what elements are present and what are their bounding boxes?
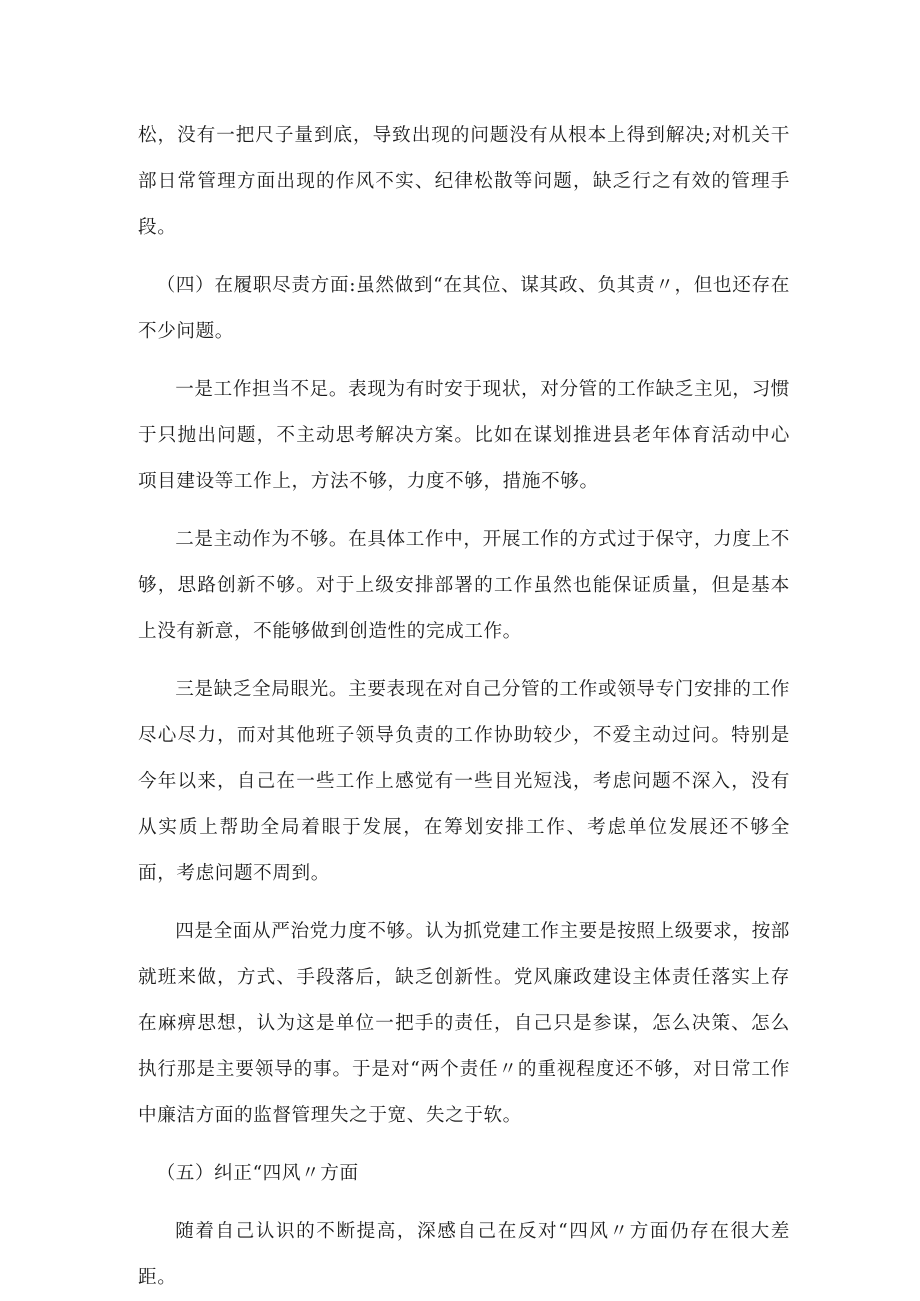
paragraph-responsibility: 一是工作担当不足。表现为有时安于现状，对分管的工作缺乏主见，习惯于只抛出问题，不主动思考解决方案。比如在谋划推进县老年体育活动中心项目建设等工作上，方法不够，力度不够，措施不够。 bbox=[138, 379, 790, 492]
paragraph-overall-view: 三是缺乏全局眼光。主要表现在对自己分管的工作或领导专门安排的工作尽心尽力，而对其他班子领导负责的工作协助较少，不爱主动过问。特别是今年以来，自己在一些工作上感觉有一些目光短浅，考虑问题不深入，没有从实质上帮助全局着眼于发展，在筹划安排工作、考虑单位发展还不够全面，考虑问题不周到。 bbox=[138, 679, 790, 884]
section-heading-duty: （四）在履职尽责方面:虽然做到“在其位、谋其政、负其责〃，但也还存在不少问题。 bbox=[138, 275, 790, 342]
paragraph-management-issues: 松，没有一把尺子量到底，导致出现的问题没有从根本上得到解决;对机关干部日常管理方面出现的作风不实、纪律松散等问题，缺乏行之有效的管理手段。 bbox=[138, 125, 790, 238]
paragraph-initiative: 二是主动作为不够。在具体工作中，开展工作的方式过于保守，力度上不够，思路创新不够。对于上级安排部署的工作虽然也能保证质量，但是基本上没有新意，不能够做到创造性的完成工作。 bbox=[138, 529, 790, 642]
document-body bbox=[138, 113, 790, 1301]
section-heading-four-winds: （五）纠正“四风〃方面 bbox=[156, 1163, 359, 1184]
paragraph-four-winds-gap: 随着自己认识的不断提高，深感自己在反对“四风〃方面仍存在很大差距。 bbox=[138, 1221, 790, 1288]
paragraph-party-discipline: 四是全面从严治党力度不够。认为抓党建工作主要是按照上级要求，按部就班来做，方式、手段落后，缺乏创新性。党风廉政建设主体责任落实上存在麻痹思想，认为这是单位一把手的责任，自己只是参谋，怎么决策、怎么执行那是主要领导的事。于是对“两个责任〃的重视程度还不够，对日常工作中廉洁方面的监督管理失之于宽、失之于软。 bbox=[138, 921, 790, 1126]
